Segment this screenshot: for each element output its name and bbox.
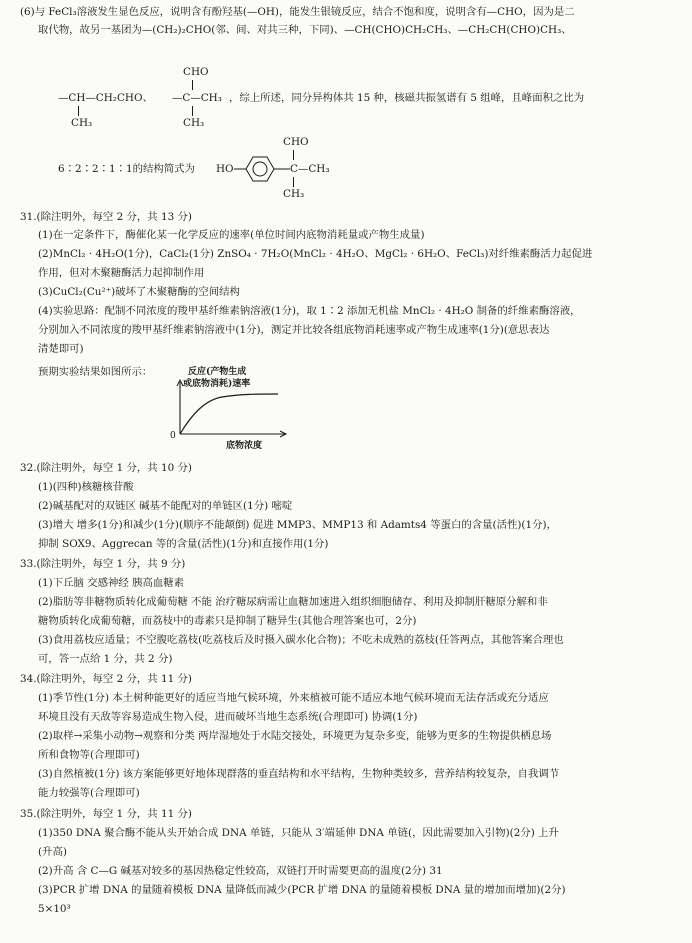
q35-answer1-line1: (1)350 DNA 聚合酶不能从头开始合成 DNA 单链，只能从 3′端延伸 DNA 单链(，因此需要加入引物)(2分) 上升 (38, 827, 559, 839)
graph-xlabel: 底物浓度 (226, 441, 263, 451)
q34-answer1-line1: (1)季节性(1分) 本土树种能更好的适应当地气候环境，外来植被可能不适应本地气候环境而无法存活或充分适应 (38, 692, 549, 704)
q33-answer3-line1: (3)食用荔枝应适量；不空腹吃荔枝(吃荔枝后及时摄入碳水化合物)；不吃未成熟的荔枝(任答两点，其他答案合理也 (38, 634, 564, 646)
q31-answer1: (1)在一定条件下，酶催化某一化学反应的速率(单位时间内底物消耗量或产物生成量) (38, 229, 425, 241)
q31-answer3: (3)CuCl₂(Cu²⁺)破坏了木聚糖酶的空间结构 (38, 286, 240, 298)
formula1-sub: CH₃ (71, 117, 93, 129)
q32-answer2: (2)碱基配对的双链区 碱基不能配对的单链区(1分) 嘧啶 (38, 500, 293, 512)
final-formula-main: C—CH₃ (290, 163, 330, 175)
hydroxyl-group: HO (216, 163, 234, 175)
q34-header: 34.(除注明外，每空 2 分，共 11 分) (20, 673, 192, 685)
q34-answer2-line2: 所和食物等(合理即可) (38, 749, 140, 761)
q33-answer3-line2: 可，答一点给 1 分，共 2 分) (38, 653, 173, 665)
q34-answer2-line1: (2)取样→采集小动物→观察和分类 两岸湿地处于水陆交接处，环境更为复杂多变，能够为更多的生物提供栖息场 (38, 730, 552, 742)
q30-part6-line2: 取代物，故另一基团为—(CH₂)₂CHO(邻、间、对共三种，下同)、—CH(CHO)CH₂CH₃、—CH₂CH(CHO)CH₃、 (38, 24, 572, 36)
formula1-bond-down (78, 106, 79, 116)
q32-answer3-line2: 抑制 SOX9、Aggrecan 等的含量(活性)(1分)和直接作用(1分) (38, 538, 329, 550)
q34-answer3-line2: 能力较强等(合理即可) (38, 787, 140, 799)
q32-answer3-line1: (3)增大 增多(1分)和减少(1分)(顺序不能颠倒) 促进 MMP3、MMP13 和 Adamts4 等蛋白的含量(活性)(1分)， (38, 519, 557, 531)
q31-answer4-line1: (4)实验思路：配制不同浓度的羧甲基纤维素钠溶液(1分)，取 1∶2 添加无机盐 MnCl₂ · 4H₂O 制备的纤维素酶溶液， (38, 305, 581, 317)
q33-answer1: (1)下丘脑 交感神经 胰高血糖素 (38, 577, 185, 589)
graph-curve (180, 394, 278, 434)
q31-answer4-line3: 清楚即可) (38, 343, 84, 355)
q35-answer2: (2)升高 含 C—G 碱基对较多的基因热稳定性较高，双链打开时需要更高的温度(2分) 31 (38, 865, 443, 877)
q31-prediction: 预期实验结果如图所示： (38, 366, 153, 378)
formula2-sub: CH₃ (183, 117, 205, 129)
q33-header: 33.(除注明外，每空 1 分，共 9 分) (20, 558, 186, 570)
q31-answer4-line2: 分别加入不同浓度的羧甲基纤维素钠溶液中(1分)，测定并比较各组底物消耗速率或产物生成速率(1分)(意思表达 (38, 324, 550, 336)
benzene-ring-icon (234, 152, 290, 186)
q33-answer2-line1: (2)脂肪等非糖物质转化成葡萄糖 不能 治疗糖尿病需让血糖加速进入组织细胞储存、利用及抑制肝糖原分解和非 (38, 596, 548, 608)
graph-ylabel-1: 反应(产物生成 (188, 367, 247, 377)
formula2-bond-down (192, 106, 193, 116)
q32-header: 32.(除注明外，每空 1 分，共 10 分) (20, 462, 192, 474)
q35-header: 35.(除注明外，每空 1 分，共 11 分) (20, 808, 192, 820)
q34-answer1-line2: 环境且没有天敌等容易造成生物入侵，进而破坏当地生态系统(合理即可) 协调(1分) (38, 711, 418, 723)
q30-part6-line1: (6)与 FeCl₃溶液发生显色反应，说明含有酚羟基(—OH)，能发生银镜反应，结合不饱和度，说明含有—CHO，因为是二 (20, 6, 575, 18)
q35-answer4: 5×10³ (38, 903, 71, 915)
formula1-main: —CH—CH₂CHO、 (58, 92, 153, 104)
q31-answer2-line2: 作用，但对木聚糖酶活力起抑制作用 (38, 267, 205, 279)
final-formula-bond-up (293, 150, 294, 160)
q35-answer1-line2: (升高) (38, 846, 67, 858)
q31-result-graph (150, 364, 290, 452)
q31-header: 31.(除注明外，每空 2 分，共 13 分) (20, 211, 192, 223)
final-formula-top: CHO (283, 136, 309, 148)
q34-answer3-line1: (3)自然植被(1分) 该方案能够更好地体现群落的垂直结构和水平结构，生物种类较多，营养结构较复杂，自我调节 (38, 768, 560, 780)
q35-answer3: (3)PCR 扩增 DNA 的量随着模板 DNA 量降低而减少(PCR 扩增 DNA 的量随着模板 DNA 量的增加而增加)(2分) (38, 884, 566, 896)
q31-answer2-line1: (2)MnCl₂ · 4H₂O(1分)，CaCl₂(1分) ZnSO₄ · 7H₂O(MnCl₂ · 4H₂O、MgCl₂ · 6H₂O、FeCl₃)对纤维素酶活力起促进 (38, 248, 593, 260)
q32-answer1: (1)(四种)核糖核苷酸 (38, 481, 134, 493)
ratio-text: 6∶2∶2∶1∶1的结构简式为 (58, 163, 195, 175)
formula2-main: —C—CH₃ (172, 92, 222, 104)
q33-answer2-line2: 糖物质转化成葡萄糖，而荔枝中的毒素只是抑制了糖异生(其他合理答案也可，2分) (38, 615, 417, 627)
final-formula-sub: CH₃ (283, 188, 305, 200)
formula2-bond-up (192, 80, 193, 90)
formula-summary: ，综上所述，同分异构体共 15 种，核磁共振氢谱有 5 组峰，且峰面积之比为 (229, 92, 585, 104)
graph-ylabel-2: 或底物消耗)速率 (183, 379, 251, 389)
formula2-top: CHO (183, 66, 209, 78)
graph-origin: 0 (170, 431, 176, 441)
final-formula-bond-down (293, 177, 294, 187)
